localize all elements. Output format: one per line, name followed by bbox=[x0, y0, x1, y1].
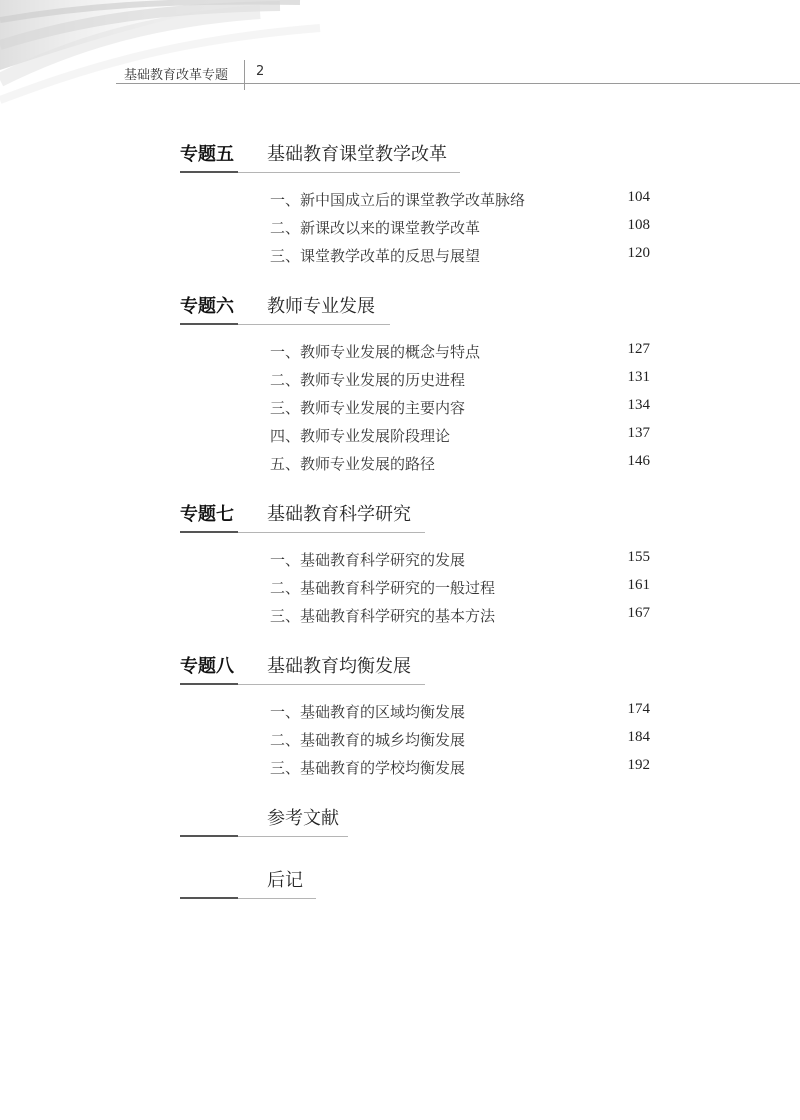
entry-page: 108 bbox=[627, 217, 650, 233]
heading-rule-thin bbox=[238, 684, 425, 685]
toc-section bbox=[180, 288, 660, 476]
toc-entry[interactable] bbox=[270, 448, 660, 476]
entry-page: 192 bbox=[627, 757, 650, 773]
entry-page: 104 bbox=[627, 189, 650, 205]
section-title: 教师专业发展 bbox=[267, 296, 375, 317]
section-heading[interactable] bbox=[180, 136, 660, 174]
entry-page: 184 bbox=[627, 729, 650, 745]
toc-entry[interactable] bbox=[270, 364, 660, 392]
heading-rule-thick bbox=[180, 897, 238, 899]
section-label: 专题六 bbox=[180, 296, 234, 317]
corner-swoosh-decoration bbox=[0, 0, 330, 110]
entry-page: 167 bbox=[627, 605, 650, 621]
toc-entry[interactable] bbox=[270, 240, 660, 268]
toc-entry[interactable] bbox=[270, 392, 660, 420]
toc-section-references bbox=[180, 800, 660, 838]
section-label: 专题七 bbox=[180, 504, 234, 525]
entry-title: 三、课堂教学改革的反思与展望 bbox=[270, 247, 481, 265]
toc-entry[interactable] bbox=[270, 544, 660, 572]
heading-rule-thick bbox=[180, 323, 238, 325]
entry-page: 161 bbox=[627, 577, 650, 593]
entry-title: 一、新中国成立后的课堂教学改革脉络 bbox=[270, 191, 526, 209]
entry-title: 一、教师专业发展的概念与特点 bbox=[270, 343, 481, 361]
heading-rule-thick bbox=[180, 171, 238, 173]
entry-page: 127 bbox=[627, 341, 650, 357]
section-heading[interactable] bbox=[180, 496, 660, 534]
toc-section bbox=[180, 136, 660, 268]
toc-entry[interactable] bbox=[270, 572, 660, 600]
entry-title: 二、基础教育的城乡均衡发展 bbox=[270, 731, 466, 749]
section-heading[interactable] bbox=[180, 648, 660, 686]
entry-page: 137 bbox=[627, 425, 650, 441]
running-header bbox=[116, 60, 800, 90]
toc-entry[interactable] bbox=[270, 336, 660, 364]
section-heading[interactable] bbox=[180, 800, 660, 838]
section-label: 专题八 bbox=[180, 656, 234, 677]
toc-entry[interactable] bbox=[270, 752, 660, 780]
toc-section bbox=[180, 648, 660, 780]
entry-page: 146 bbox=[627, 453, 650, 469]
heading-rule-thick bbox=[180, 683, 238, 685]
heading-rule-thin bbox=[238, 172, 460, 173]
section-title: 后记 bbox=[267, 870, 303, 891]
heading-rule-thin bbox=[238, 532, 425, 533]
entry-title: 二、新课改以来的课堂教学改革 bbox=[270, 219, 481, 237]
section-title: 基础教育均衡发展 bbox=[267, 656, 411, 677]
section-heading[interactable] bbox=[180, 288, 660, 326]
section-heading[interactable] bbox=[180, 862, 660, 900]
section-title: 基础教育课堂教学改革 bbox=[267, 144, 447, 165]
toc-entry[interactable] bbox=[270, 600, 660, 628]
header-divider bbox=[244, 60, 245, 90]
entry-page: 174 bbox=[627, 701, 650, 717]
toc-entry[interactable] bbox=[270, 420, 660, 448]
toc-entry[interactable] bbox=[270, 724, 660, 752]
entry-title: 二、基础教育科学研究的一般过程 bbox=[270, 579, 496, 597]
heading-rule-thin bbox=[238, 836, 348, 837]
entry-title: 一、基础教育的区域均衡发展 bbox=[270, 703, 466, 721]
entry-page: 131 bbox=[627, 369, 650, 385]
entry-page: 134 bbox=[627, 397, 650, 413]
entry-list bbox=[180, 544, 660, 628]
page-number: 2 bbox=[256, 64, 265, 79]
entry-list bbox=[180, 336, 660, 476]
entry-title: 四、教师专业发展阶段理论 bbox=[270, 427, 451, 445]
entry-title: 一、基础教育科学研究的发展 bbox=[270, 551, 466, 569]
heading-rule-thin bbox=[238, 324, 390, 325]
entry-title: 三、基础教育的学校均衡发展 bbox=[270, 759, 466, 777]
entry-title: 三、教师专业发展的主要内容 bbox=[270, 399, 466, 417]
entry-page: 120 bbox=[627, 245, 650, 261]
header-rule bbox=[116, 83, 800, 84]
entry-list bbox=[180, 184, 660, 268]
entry-title: 二、教师专业发展的历史进程 bbox=[270, 371, 466, 389]
entry-list bbox=[180, 696, 660, 780]
heading-rule-thick bbox=[180, 835, 238, 837]
toc-entry[interactable] bbox=[270, 212, 660, 240]
section-label: 专题五 bbox=[180, 144, 234, 165]
section-title: 参考文献 bbox=[267, 808, 339, 829]
entry-title: 五、教师专业发展的路径 bbox=[270, 455, 436, 473]
table-of-contents bbox=[180, 136, 660, 924]
toc-section bbox=[180, 496, 660, 628]
toc-section-postscript bbox=[180, 862, 660, 900]
heading-rule-thin bbox=[238, 898, 316, 899]
heading-rule-thick bbox=[180, 531, 238, 533]
toc-entry[interactable] bbox=[270, 696, 660, 724]
entry-page: 155 bbox=[627, 549, 650, 565]
toc-entry[interactable] bbox=[270, 184, 660, 212]
book-title: 基础教育改革专题 bbox=[124, 68, 229, 83]
section-title: 基础教育科学研究 bbox=[267, 504, 411, 525]
entry-title: 三、基础教育科学研究的基本方法 bbox=[270, 607, 496, 625]
